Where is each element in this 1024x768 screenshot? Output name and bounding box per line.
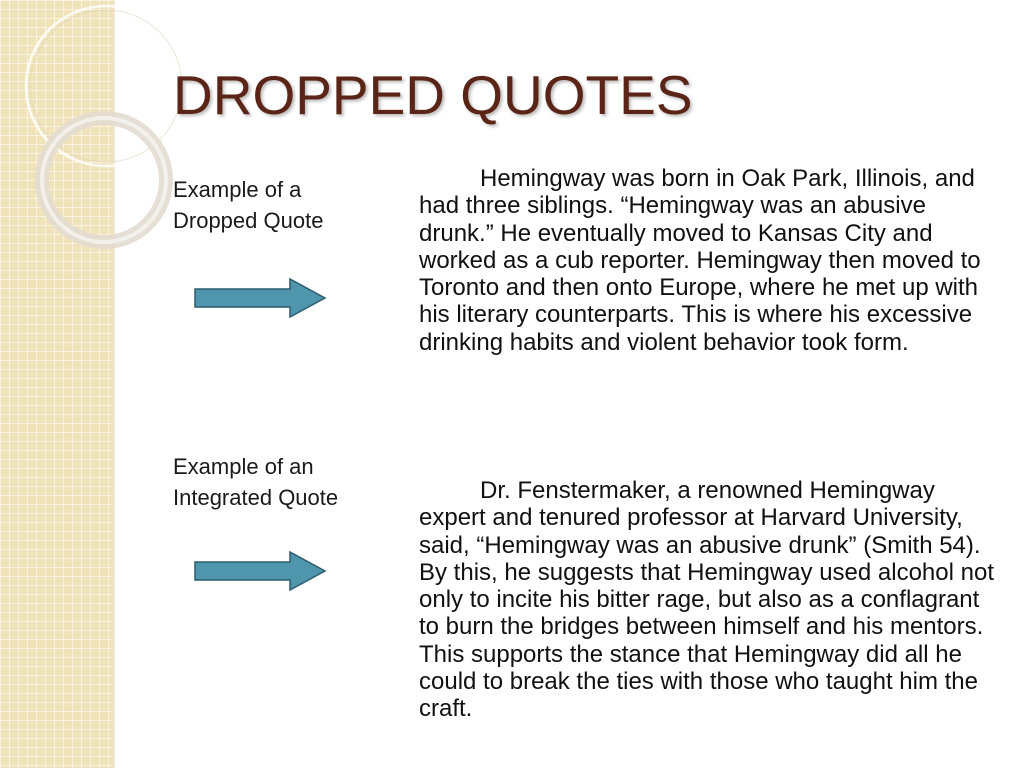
- slide-title: DROPPED QUOTES: [173, 64, 693, 126]
- arrow-shape: [195, 552, 325, 590]
- arrow-shape: [195, 279, 325, 317]
- dropped-quote-paragraph: Hemingway was born in Oak Park, Illinois, and had three siblings. “Hemingway was an abusive drunk.” He eventually moved to Kansas City and worked as a cub reporter. Hemingway then moved to Toronto and then onto Europe, where he met up with his literary counterparts. This is where his excessive drinking habits and violent behavior took form.: [419, 165, 981, 356]
- right-arrow-icon: [192, 549, 328, 593]
- integrated-quote-label: Example of an Integrated Quote: [173, 454, 339, 510]
- integrated-quote-paragraph: Dr. Fenstermaker, a renowned Hemingway expert and tenured professor at Harvard University, said, “Hemingway was an abusive drunk” (Smith 54). By this, he suggests that Hemingway used alcohol not only to incite his bitter rage, but also as a conflagrant to burn the bridges between himself and his mentors. This supports the stance that Hemingway did all he could to break the ties with those who taught him the craft.: [419, 477, 994, 723]
- circle-ring-decoration: [0, 0, 200, 260]
- small-ring-highlight: [42, 118, 166, 242]
- dropped-quote-label: Example of a Dropped Quote: [173, 177, 324, 233]
- right-arrow-icon: [192, 276, 328, 320]
